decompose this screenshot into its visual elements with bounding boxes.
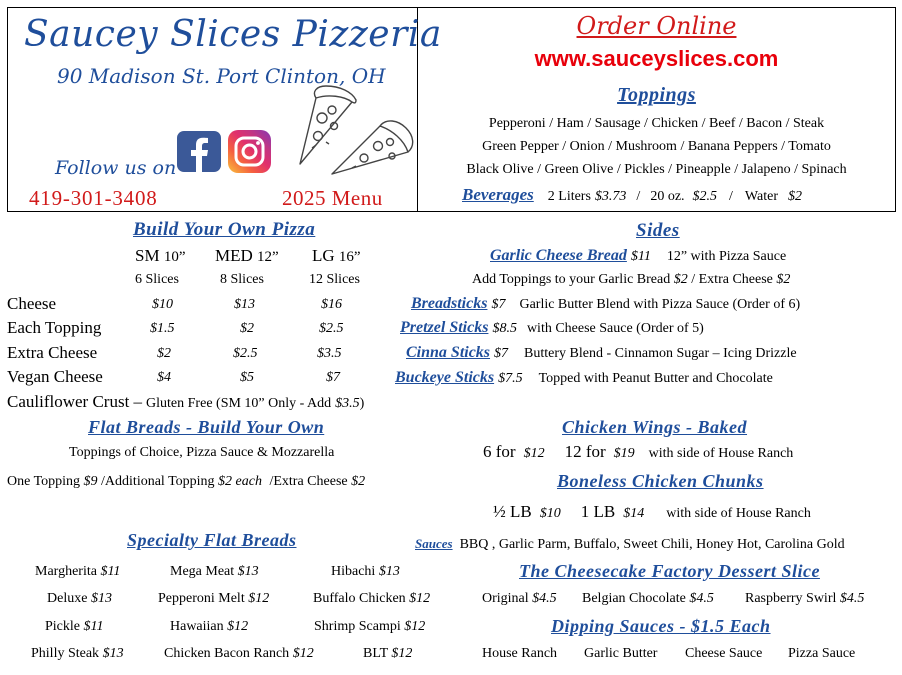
byo-price-lg: $3.5 bbox=[317, 346, 342, 361]
specialty-item: Philly Steak $13 bbox=[31, 646, 124, 661]
wings-price: $12 bbox=[523, 446, 545, 461]
byo-price-sm: $2 bbox=[157, 346, 171, 361]
beverages-row bbox=[462, 185, 802, 205]
flat-breads-heading: Flat Breads - Build Your Own bbox=[88, 417, 325, 437]
sauces-list: BBQ , Garlic Parm, Buffalo, Sweet Chili, Honey Hot, Carolina Gold bbox=[459, 537, 845, 552]
specialty-item: Mega Meat $13 bbox=[170, 564, 259, 579]
specialty-item: Chicken Bacon Ranch $12 bbox=[164, 646, 314, 661]
toppings-line-2: Green Pepper / Onion / Mushroom / Banana Peppers / Tomato bbox=[482, 139, 831, 154]
beverage-label: 2 Liters bbox=[547, 189, 591, 204]
size-inches: 12” bbox=[257, 249, 279, 265]
chunks-heading: Boneless Chicken Chunks bbox=[557, 471, 764, 491]
byo-price-sm: $10 bbox=[152, 297, 173, 312]
flat-price: $2 bbox=[351, 474, 366, 489]
side-price: $8.5 bbox=[492, 321, 517, 336]
side-name: Breadsticks bbox=[411, 295, 488, 312]
flat-price: $2 each bbox=[218, 474, 262, 489]
byo-price-lg: $7 bbox=[326, 370, 340, 385]
specialty-item: Pepperoni Melt $12 bbox=[158, 591, 270, 606]
restaurant-name: Saucey Slices Pizzeria bbox=[24, 14, 442, 55]
byo-price-sm: $1.5 bbox=[150, 321, 175, 336]
size-sm bbox=[135, 246, 186, 266]
side-price: $7 bbox=[494, 346, 509, 361]
phone-number[interactable]: 419-301-3408 bbox=[29, 186, 158, 210]
facebook-icon[interactable] bbox=[177, 131, 221, 172]
menu-year: 2025 Menu bbox=[282, 186, 383, 210]
byo-price-med: $5 bbox=[240, 370, 254, 385]
divider: / bbox=[636, 189, 641, 204]
side-desc: 12” with Pizza Sauce bbox=[666, 249, 787, 264]
instagram-icon[interactable] bbox=[228, 130, 271, 173]
slices-med: 8 Slices bbox=[220, 272, 264, 287]
toppings-heading: Toppings bbox=[617, 84, 696, 106]
order-online-heading: Order Online bbox=[576, 12, 737, 40]
byo-price-sm: $4 bbox=[157, 370, 171, 385]
divider: / bbox=[729, 189, 733, 204]
specialty-item: Shrimp Scampi $12 bbox=[314, 619, 426, 634]
cheesecake-item: Belgian Chocolate $4.5 bbox=[582, 591, 714, 606]
byo-price-lg: $16 bbox=[321, 297, 342, 312]
beverage-label: Water bbox=[744, 189, 778, 204]
side-desc: Buttery Blend - Cinnamon Sugar – Icing Drizzle bbox=[524, 346, 797, 361]
chunks-qty: 1 LB bbox=[580, 502, 616, 521]
cauliflower-close: ) bbox=[359, 396, 365, 411]
side-item-buckeye bbox=[395, 369, 773, 387]
cheesecake-heading: The Cheesecake Factory Dessert Slice bbox=[519, 561, 820, 581]
side-item-pretzel bbox=[400, 319, 704, 337]
dipping-heading: Dipping Sauces - $1.5 Each bbox=[551, 616, 771, 636]
side-price: $11 bbox=[630, 249, 651, 264]
sauces-heading: Sauces bbox=[415, 536, 453, 551]
specialty-item: Pickle $11 bbox=[45, 619, 104, 634]
wings-qty: 6 for bbox=[483, 442, 516, 461]
specialty-item: Hawaiian $12 bbox=[170, 619, 249, 634]
size-label: MED bbox=[215, 246, 253, 265]
byo-heading: Build Your Own Pizza bbox=[133, 219, 316, 240]
chunks-qty: ½ LB bbox=[493, 502, 532, 521]
beverages-heading: Beverages bbox=[462, 185, 534, 204]
cauliflower-crust-row bbox=[7, 392, 364, 412]
dipping-item: Pizza Sauce bbox=[788, 646, 856, 661]
chunks-pricing bbox=[493, 502, 811, 522]
side-price: $7.5 bbox=[498, 371, 523, 386]
size-lg bbox=[312, 246, 361, 266]
beverage-label: 20 oz. bbox=[650, 189, 685, 204]
pizza-slices-illustration bbox=[282, 72, 417, 180]
follow-us-label: Follow us on bbox=[55, 157, 177, 179]
beverage-price: $3.73 bbox=[594, 189, 627, 204]
size-med bbox=[215, 246, 279, 266]
side-item-cinna bbox=[406, 344, 797, 362]
restaurant-address: 90 Madison St. Port Clinton, OH bbox=[57, 64, 386, 88]
wings-heading: Chicken Wings - Baked bbox=[562, 417, 748, 437]
byo-price-lg: $2.5 bbox=[319, 321, 344, 336]
cauliflower-price: $3.5 bbox=[335, 396, 360, 411]
side-name: Buckeye Sticks bbox=[395, 369, 495, 386]
side-price: $7 bbox=[491, 297, 506, 312]
flat-label: One Topping bbox=[7, 474, 81, 489]
byo-price-med: $2 bbox=[240, 321, 254, 336]
sides-heading: Sides bbox=[636, 220, 680, 241]
specialty-item: Deluxe $13 bbox=[47, 591, 112, 606]
side-name: Garlic Cheese Bread bbox=[490, 247, 627, 264]
beverage-price: $2 bbox=[788, 189, 802, 204]
byo-row-label: Extra Cheese bbox=[7, 343, 98, 362]
specialty-item: Hibachi $13 bbox=[331, 564, 400, 579]
size-label: SM bbox=[135, 246, 160, 265]
byo-price-med: $2.5 bbox=[233, 346, 258, 361]
side-desc: with Cheese Sauce (Order of 5) bbox=[526, 321, 704, 336]
specialty-item: BLT $12 bbox=[363, 646, 413, 661]
toppings-line-1: Pepperoni / Ham / Sausage / Chicken / Beef / Bacon / Steak bbox=[488, 116, 825, 131]
flat-label: /Extra Cheese bbox=[269, 474, 348, 489]
dipping-item: Cheese Sauce bbox=[685, 646, 763, 661]
chunks-note: with side of House Ranch bbox=[666, 506, 811, 521]
specialty-item: Margherita $11 bbox=[35, 564, 121, 579]
garlic-cheese-bread bbox=[490, 247, 786, 265]
cheesecake-item: Raspberry Swirl $4.5 bbox=[745, 591, 865, 606]
byo-row-label: Vegan Cheese bbox=[7, 367, 103, 386]
wings-pricing bbox=[483, 442, 793, 462]
byo-row-label: Each Topping bbox=[7, 318, 102, 337]
dipping-item: Garlic Butter bbox=[584, 646, 658, 661]
chunks-price: $14 bbox=[623, 506, 645, 521]
slices-lg: 12 Slices bbox=[309, 272, 360, 287]
toppings-line-3: Black Olive / Green Olive / Pickles / Pineapple / Jalapeno / Spinach bbox=[466, 162, 847, 177]
side-desc: Topped with Peanut Butter and Chocolate bbox=[538, 371, 773, 386]
cauliflower-note: Gluten Free (SM 10” Only - Add bbox=[146, 396, 332, 411]
website-link[interactable]: www.sauceyslices.com bbox=[534, 46, 779, 71]
specialty-item: Buffalo Chicken $12 bbox=[313, 591, 431, 606]
slices-sm: 6 Slices bbox=[135, 272, 179, 287]
flat-price: $9 bbox=[83, 474, 98, 489]
garlic-bread-note: Add Toppings to your Garlic Bread $2 / Extra Cheese $2 bbox=[472, 272, 791, 287]
cauliflower-label: Cauliflower Crust – bbox=[7, 392, 143, 411]
flat-label: /Additional Topping bbox=[101, 474, 215, 489]
flat-breads-description: Toppings of Choice, Pizza Sauce & Mozzarella bbox=[69, 445, 335, 460]
wings-qty: 12 for bbox=[564, 442, 606, 461]
size-inches: 10” bbox=[163, 249, 186, 265]
wings-price: $19 bbox=[613, 446, 635, 461]
side-name: Cinna Sticks bbox=[406, 344, 491, 361]
byo-row-label: Cheese bbox=[7, 294, 57, 313]
dipping-item: House Ranch bbox=[482, 646, 558, 661]
byo-price-med: $13 bbox=[234, 297, 255, 312]
specialty-heading: Specialty Flat Breads bbox=[127, 530, 297, 550]
sauces-row bbox=[415, 535, 845, 553]
side-item-breadsticks bbox=[411, 295, 800, 313]
size-label: LG bbox=[312, 246, 335, 265]
cheesecake-item: Original $4.5 bbox=[482, 591, 557, 606]
side-desc: Garlic Butter Blend with Pizza Sauce (Order of 6) bbox=[519, 297, 801, 312]
chunks-price: $10 bbox=[539, 506, 561, 521]
beverage-price: $2.5 bbox=[692, 189, 718, 204]
wings-note: with side of House Ranch bbox=[648, 446, 794, 461]
flat-breads-pricing bbox=[7, 474, 365, 490]
side-name: Pretzel Sticks bbox=[400, 319, 489, 336]
size-inches: 16” bbox=[338, 249, 361, 265]
